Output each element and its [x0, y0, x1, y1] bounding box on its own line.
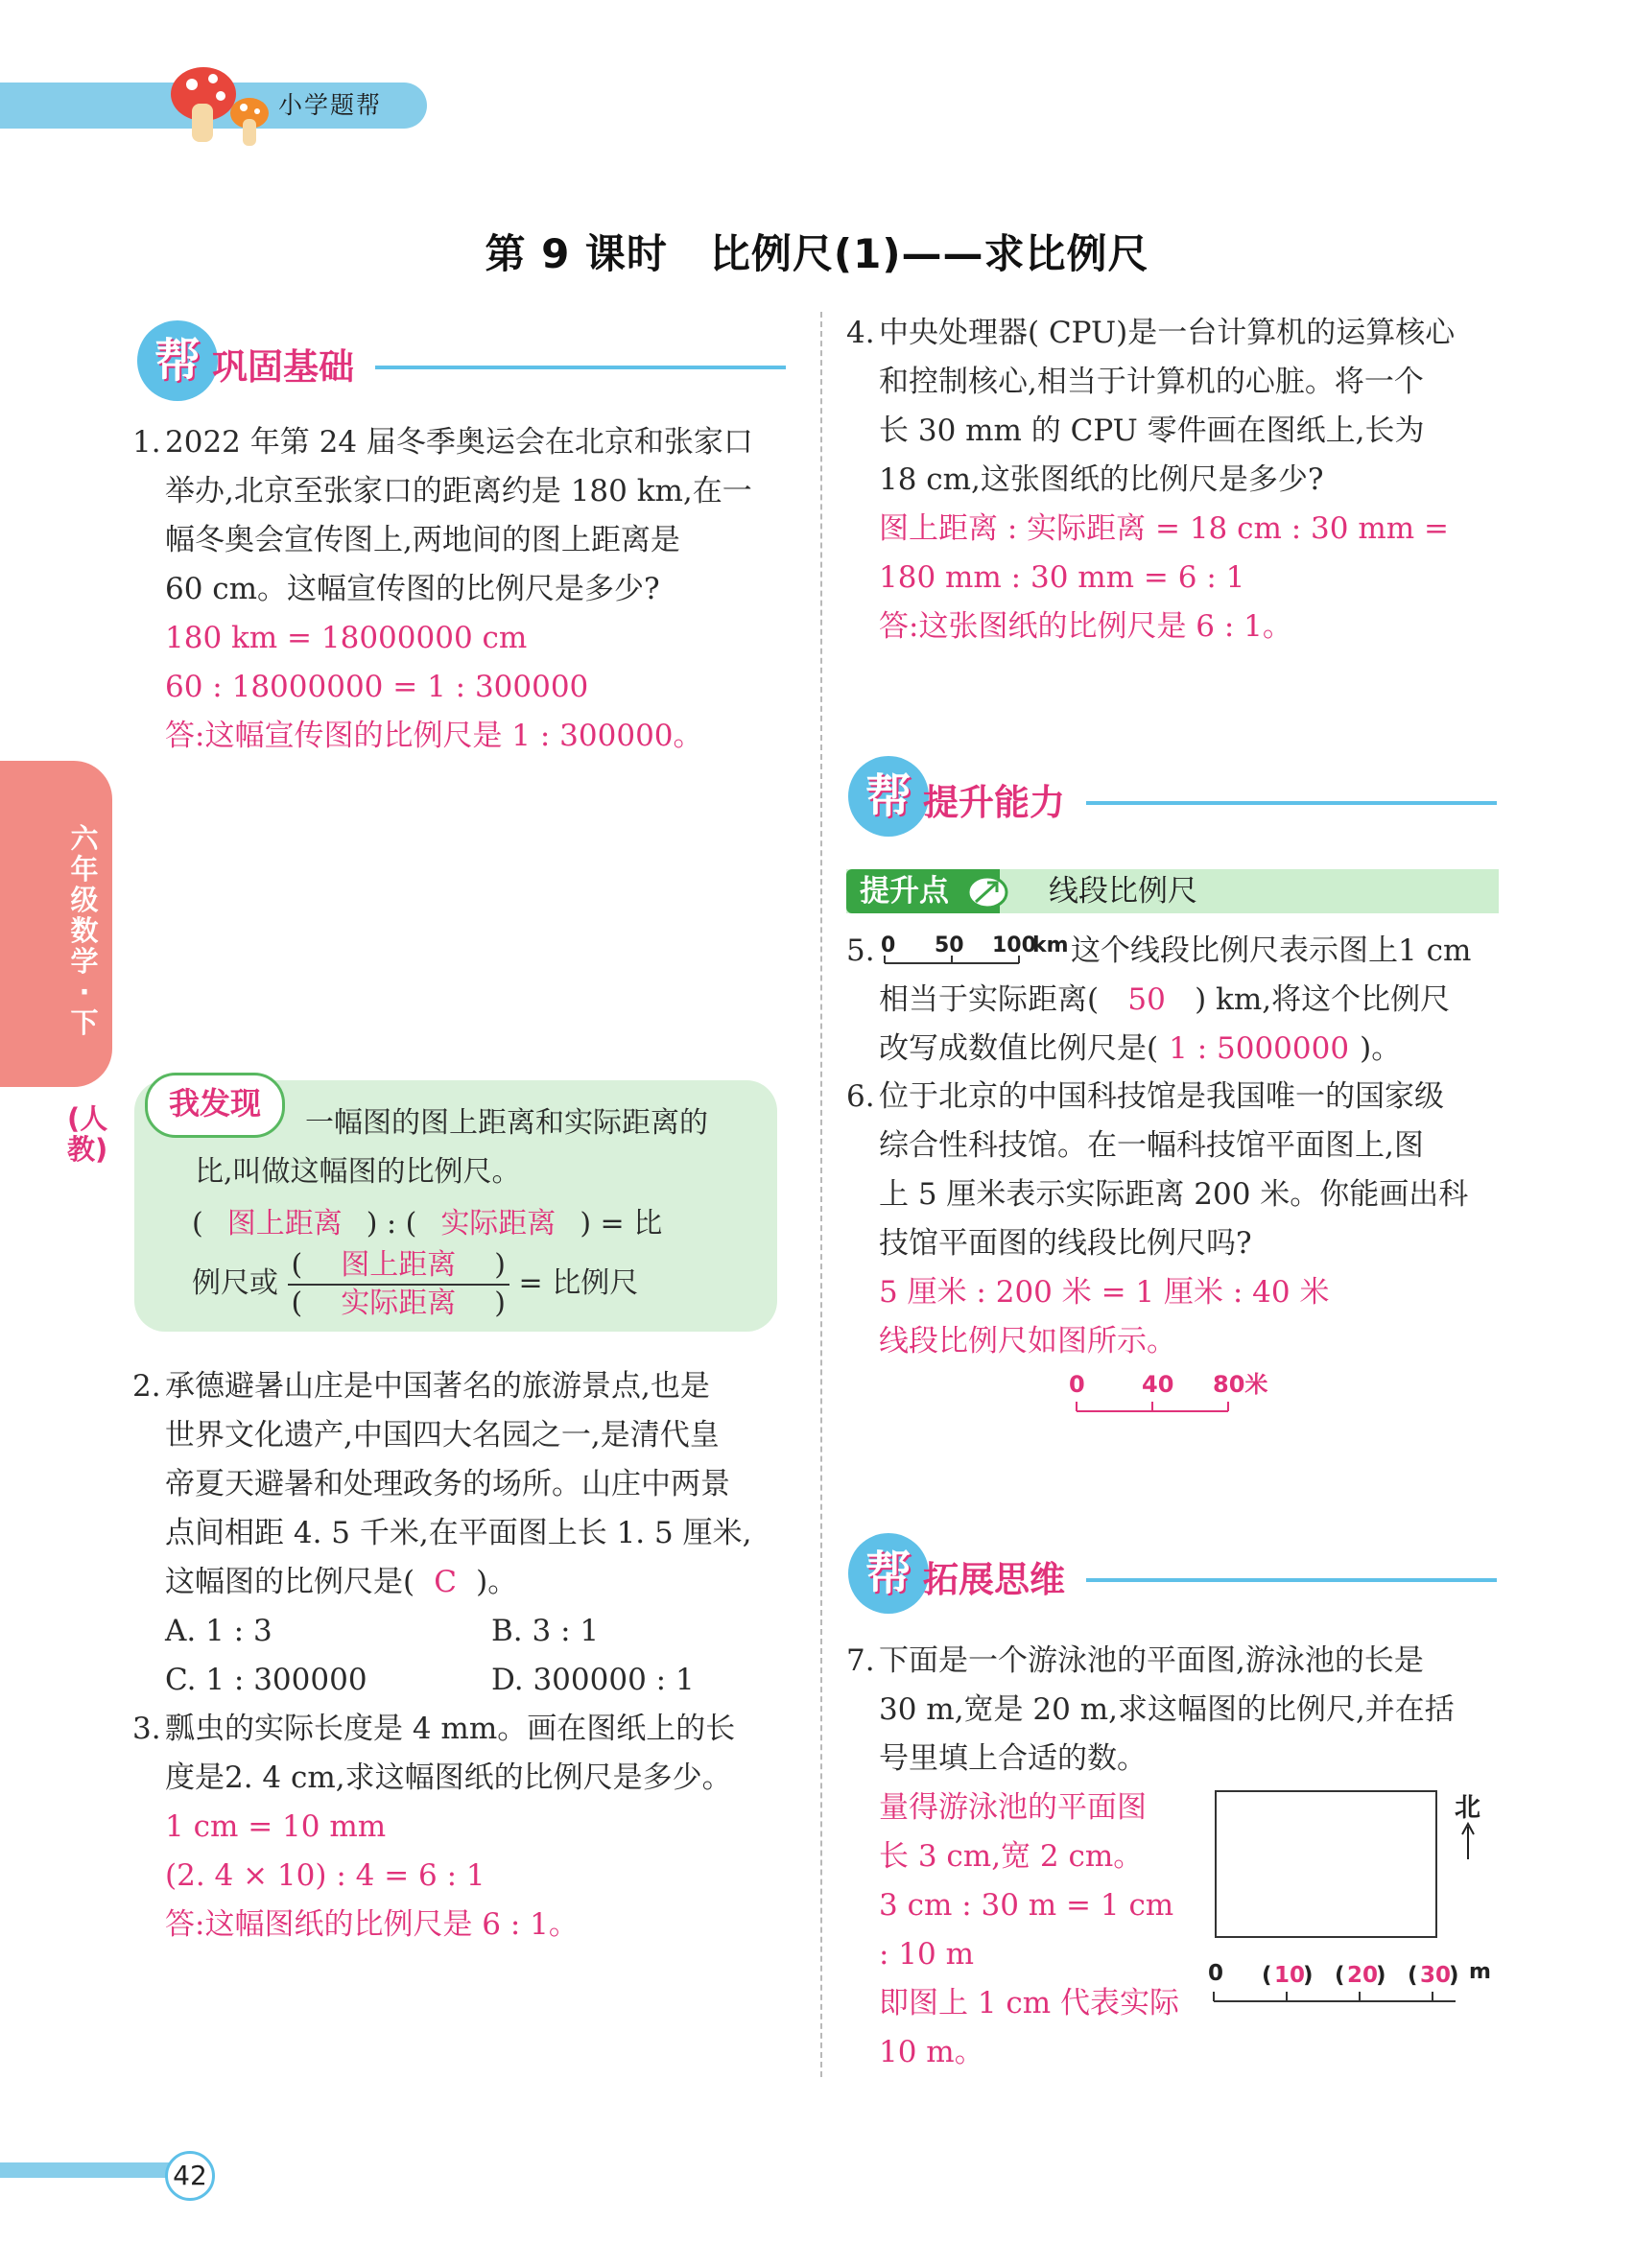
options-row — [165, 1656, 804, 1705]
answer-line: 3 cm : 30 m = 1 cm — [879, 1888, 1174, 1923]
fill-blank: 实际距离 — [341, 1287, 457, 1320]
fraction — [288, 1247, 509, 1322]
scale-paren: ) — [1303, 1963, 1314, 1988]
section-line — [1086, 1578, 1497, 1582]
question-line: 帝夏天避暑和处理政务的场所。山庄中两景 — [165, 1467, 730, 1501]
question-line: 长 30 mm 的 CPU 零件画在图纸上,长为 — [879, 413, 1425, 448]
answer-line: 即图上 1 cm 代表实际 — [879, 1986, 1180, 2020]
question-3 — [132, 1705, 804, 1949]
section-improve-header — [848, 756, 1501, 842]
fill-blank: 图上距离 — [341, 1248, 457, 1282]
answer-line: 答:这幅图纸的比例尺是 6 : 1。 — [165, 1907, 579, 1942]
scale-paren: ) — [1449, 1963, 1459, 1988]
question-4 — [846, 309, 1518, 651]
question-line: 上 5 厘米表示实际距离 200 米。你能画出科 — [879, 1177, 1469, 1212]
page-number-bar — [0, 2162, 182, 2178]
question-number: 2. — [132, 1369, 161, 1404]
arrow-icon — [964, 871, 1010, 911]
north-arrow-icon — [1456, 1821, 1480, 1861]
fraction-suffix: = 比例尺 — [518, 1266, 639, 1300]
question-number: 1. — [132, 425, 161, 460]
question-line: 中央处理器( CPU)是一台计算机的运算核心 — [879, 316, 1456, 350]
scale-label: 100 — [992, 933, 1036, 957]
question-line — [879, 927, 1518, 976]
mushroom-icon — [163, 56, 278, 152]
scale-paren: ) — [1376, 1963, 1386, 1988]
fill-blank: 图上距离 — [226, 1207, 343, 1240]
paren: ) = 比 — [580, 1207, 663, 1240]
section-label: 提升能力 — [923, 782, 1065, 823]
fill-blank: 实际距离 — [440, 1207, 557, 1240]
answer-blank: C — [434, 1565, 457, 1599]
section-basic-header — [137, 320, 790, 407]
option-c: C. 1 : 300000 — [165, 1663, 367, 1697]
scale-label: 80米 — [1213, 1371, 1268, 1398]
answer-line: 5 厘米 : 200 米 = 1 厘米 : 40 米 — [879, 1275, 1330, 1310]
question-6 — [846, 1073, 1518, 1366]
section-line — [375, 366, 786, 369]
pool-plan-rectangle — [1215, 1790, 1437, 1938]
q6-segment-scale — [1055, 1367, 1286, 1425]
scale-label: 0 — [1069, 1371, 1085, 1398]
lesson-number: 第 9 课时 — [485, 230, 668, 277]
answer-line: 量得游泳池的平面图 — [879, 1790, 1147, 1825]
paren: ( — [192, 1207, 203, 1240]
question-line: 度是2. 4 cm,求这幅图纸的比例尺是多少。 — [165, 1760, 732, 1795]
question-line: 下面是一个游泳池的平面图,游泳池的长是 — [879, 1643, 1424, 1678]
question-line: 综合性科技馆。在一幅科技馆平面图上,图 — [879, 1128, 1424, 1163]
scale-paren: ( — [1262, 1963, 1272, 1988]
question-text: 这个线段比例尺表示图上1 cm — [1071, 933, 1472, 968]
question-number: 6. — [846, 1079, 875, 1114]
answer-line: 10 m。 — [879, 2035, 984, 2069]
question-line: 和控制核心,相当于计算机的心脏。将一个 — [879, 365, 1424, 399]
answer-line: 线段比例尺如图所示。 — [879, 1324, 1176, 1358]
option-a: A. 1 : 3 — [165, 1614, 272, 1648]
question-line: 承德避暑山庄是中国著名的旅游景点,也是 — [165, 1369, 710, 1404]
discovery-fraction-line — [192, 1247, 768, 1322]
page-number: 42 — [165, 2151, 215, 2201]
question-line: 30 m,宽是 20 m,求这幅图的比例尺,并在括 — [879, 1692, 1455, 1727]
scale-paren: ( — [1408, 1963, 1418, 1988]
question-line: 世界文化遗产,中国四大名园之一,是清代皇 — [165, 1418, 720, 1453]
question-line: 幅冬奥会宣传图上,两地间的图上距离是 — [165, 523, 680, 557]
answer-line: 答:这幅宣传图的比例尺是 1 : 300000。 — [165, 719, 703, 753]
raise-point-title: 线段比例尺 — [1049, 874, 1197, 909]
question-1 — [132, 418, 804, 761]
question-line: 这幅图的比例尺是( C )。 — [165, 1558, 804, 1607]
scale-label: 50 — [935, 933, 964, 957]
north-label: 北 — [1455, 1793, 1480, 1823]
answer-line: (2. 4 × 10) : 4 = 6 : 1 — [165, 1858, 485, 1893]
discovery-text: 比,叫做这幅图的比例尺。 — [195, 1155, 521, 1189]
question-line: 点间相距 4. 5 千米,在平面图上长 1. 5 厘米, — [165, 1516, 752, 1550]
scale-label: 0 — [881, 933, 896, 957]
option-b: B. 3 : 1 — [491, 1614, 600, 1648]
discovery-ratio-line — [192, 1199, 768, 1248]
scale-label: km — [1032, 933, 1069, 957]
section-label: 拓展思维 — [923, 1559, 1065, 1600]
question-line: 2022 年第 24 届冬季奥运会在北京和张家口 — [165, 425, 753, 460]
q7-segment-scale — [1204, 1957, 1502, 2015]
section-expand-header — [848, 1533, 1501, 1619]
options-row — [165, 1607, 804, 1656]
question-number: 7. — [846, 1643, 875, 1678]
scale-fill: 10 — [1274, 1963, 1306, 1988]
answer-blank: 50 — [1127, 982, 1166, 1017]
answer-line: 图上距离 : 实际距离 = 18 cm : 30 mm = — [879, 511, 1449, 546]
answer-line: 1 cm = 10 mm — [165, 1809, 387, 1844]
answer-blank: 1 : 5000000 — [1169, 1031, 1350, 1066]
question-line: 技馆平面图的线段比例尺吗? — [879, 1226, 1252, 1261]
question-2 — [132, 1362, 804, 1705]
question-7 — [846, 1637, 1518, 1784]
answer-line: : 10 m — [879, 1937, 974, 1972]
question-number: 5. — [846, 933, 875, 968]
side-tab-grade: 六年级数学·下 — [70, 822, 99, 1039]
question-line: 号里填上合适的数。 — [879, 1741, 1147, 1776]
side-tab-edition: (人教) — [67, 1102, 108, 1166]
bang-icon: 帮 — [864, 769, 912, 823]
scale-paren: ( — [1335, 1963, 1345, 1988]
raise-point-tag: 提升点 — [846, 869, 1000, 913]
answer-line: 答:这张图纸的比例尺是 6 : 1。 — [879, 609, 1292, 644]
question-line: 60 cm。这幅宣传图的比例尺是多少? — [165, 572, 660, 606]
discovery-badge: 我发现 — [145, 1073, 285, 1138]
bang-icon: 帮 — [864, 1547, 912, 1600]
question-5 — [846, 927, 1518, 1074]
fraction-bottom: ( 实际距离 ) — [291, 1287, 506, 1320]
column-divider — [820, 312, 822, 2077]
question-line: 瓢虫的实际长度是 4 mm。画在图纸上的长 — [165, 1712, 736, 1746]
question-line: 举办,北京至张家口的距离约是 180 km,在一 — [165, 474, 752, 508]
question-number: 4. — [846, 316, 875, 350]
question-line: 相当于实际距离( 50 ) km,将这个比例尺 — [879, 976, 1518, 1025]
lesson-topic: 比例尺(1)——求比例尺 — [709, 230, 1149, 277]
scale-fill: 30 — [1420, 1963, 1452, 1988]
bang-icon: 帮 — [154, 334, 201, 388]
scale-label: 40 — [1142, 1371, 1174, 1398]
answer-line: 长 3 cm,宽 2 cm。 — [879, 1839, 1144, 1874]
q7-answer — [879, 1784, 1196, 2077]
paren: ) : ( — [366, 1207, 417, 1240]
discovery-text: 一幅图的图上距离和实际距离的 — [305, 1106, 708, 1140]
brand-name: 小学题帮 — [278, 91, 383, 119]
question-line: 改写成数值比例尺是( 1 : 5000000 )。 — [879, 1025, 1518, 1074]
section-line — [1086, 801, 1497, 805]
question-line: 18 cm,这张图纸的比例尺是多少? — [879, 462, 1324, 497]
answer-line: 180 mm : 30 mm = 6 : 1 — [879, 560, 1245, 595]
scale-zero: 0 — [1208, 1961, 1224, 1986]
question-line: 位于北京的中国科技馆是我国唯一的国家级 — [879, 1079, 1444, 1114]
fraction-prefix: 例尺或 — [192, 1266, 278, 1300]
scale-fill: 20 — [1347, 1963, 1379, 1988]
scale-unit: m — [1469, 1960, 1491, 1984]
option-d: D. 300000 : 1 — [491, 1663, 695, 1697]
section-label: 巩固基础 — [212, 346, 354, 388]
question-number: 3. — [132, 1712, 161, 1746]
answer-line: 180 km = 18000000 cm — [165, 621, 528, 655]
page-title — [0, 223, 1634, 280]
fraction-top: ( 图上距离 ) — [288, 1247, 509, 1286]
answer-line: 60 : 18000000 = 1 : 300000 — [165, 670, 589, 704]
